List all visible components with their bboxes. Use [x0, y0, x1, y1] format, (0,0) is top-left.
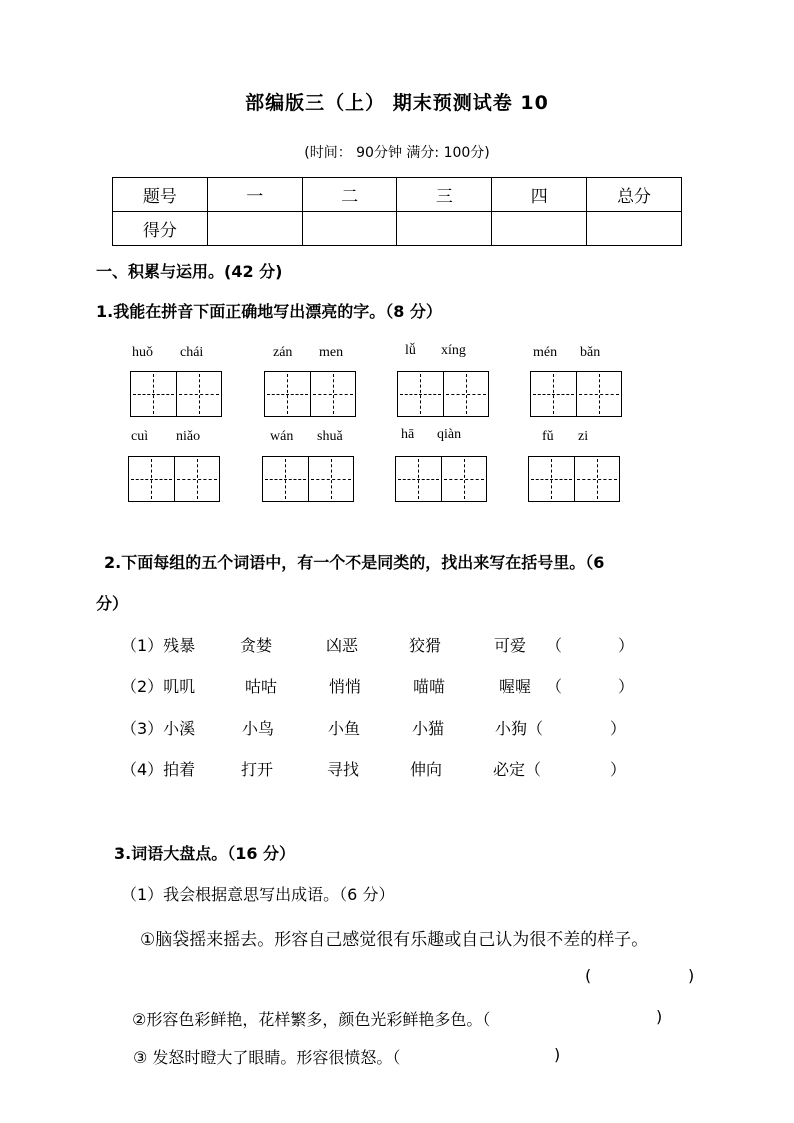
word: 小鱼	[328, 719, 361, 738]
pinyin: xíng	[441, 343, 466, 358]
pinyin: chái	[180, 345, 204, 360]
answer-paren-close: )	[656, 1007, 663, 1026]
header-cell: 二	[302, 178, 397, 212]
word: 小鸟	[242, 719, 275, 738]
word: 可爱	[494, 636, 527, 655]
header-cell: 四	[492, 178, 587, 212]
word: 喵喵	[413, 677, 446, 696]
score-table-header-row	[113, 178, 682, 212]
tianzige-box[interactable]	[128, 456, 220, 502]
word: （2）叽叽	[121, 677, 196, 696]
definition-item[interactable]: ③ 发怒时瞪大了眼睛。形容很愤怒。（	[133, 1048, 401, 1067]
tianzige-box[interactable]	[262, 456, 354, 502]
pinyin: shuǎ	[317, 429, 343, 444]
tianzige-box[interactable]	[528, 456, 620, 502]
exam-info: (时间： 90分钟 满分: 100分)	[304, 145, 490, 161]
sub-question-heading: （1）我会根据意思写出成语。（6 分）	[121, 885, 395, 904]
answer-paren-open[interactable]: (	[585, 966, 592, 985]
definition-item: ①脑袋摇来摇去。形容自己感觉很有乐趣或自己认为很不差的样子。	[140, 930, 649, 950]
tianzige-box[interactable]	[264, 371, 356, 417]
word: 寻找	[327, 760, 360, 779]
question-3-heading: 3.词语大盘点。（16 分）	[114, 844, 296, 863]
word: （3）小溪	[121, 719, 196, 738]
score-table	[112, 177, 682, 246]
question-2-heading: 2.下面每组的五个词语中，有一个不是同类的，找出来写在括号里。（6	[104, 553, 605, 572]
answer-paren-close: )	[554, 1045, 561, 1064]
word: 小猫	[412, 719, 445, 738]
word: 打开	[241, 760, 274, 779]
section-heading: 一、积累与运用。(42 分)	[96, 262, 283, 281]
pinyin: wán	[270, 429, 294, 444]
score-cell[interactable]	[587, 212, 682, 246]
answer-paren-close: ）	[610, 719, 627, 738]
word: 狡猾	[409, 636, 442, 655]
pinyin: mén	[533, 345, 558, 360]
word: 凶恶	[326, 636, 359, 655]
question-2-heading-cont: 分）	[96, 594, 129, 613]
tianzige-box[interactable]	[530, 371, 622, 417]
answer-paren-close: ）	[610, 760, 627, 779]
tianzige-box[interactable]	[130, 371, 222, 417]
pinyin: bǎn	[580, 345, 601, 360]
pinyin: men	[319, 345, 344, 360]
pinyin: lǚ	[405, 343, 416, 358]
pinyin: huǒ	[132, 345, 153, 360]
pinyin: qiàn	[437, 427, 462, 442]
header-cell: 题号	[113, 178, 208, 212]
tianzige-box[interactable]	[397, 371, 489, 417]
header-cell: 一	[207, 178, 302, 212]
word: （1）残暴	[121, 636, 196, 655]
word: （4）拍着	[121, 760, 196, 779]
pinyin: zán	[273, 345, 293, 360]
pinyin: zi	[578, 429, 589, 444]
score-table-score-row	[113, 212, 682, 246]
tianzige-box[interactable]	[395, 456, 487, 502]
pinyin: hā	[401, 427, 415, 442]
answer-paren-close: ）	[618, 677, 635, 696]
header-cell: 三	[397, 178, 492, 212]
score-cell[interactable]	[302, 212, 397, 246]
page-title: 部编版三（上） 期末预测试卷 10	[245, 92, 549, 114]
word: 咕咕	[245, 677, 278, 696]
pinyin: fǔ	[542, 429, 554, 444]
word: 喔喔	[499, 677, 532, 696]
definition-item[interactable]: ②形容色彩鲜艳，花样繁多，颜色光彩鲜艳多色。（	[132, 1010, 491, 1029]
question-1-heading: 1.我能在拼音下面正确地写出漂亮的字。（8 分）	[96, 302, 442, 321]
header-cell: 总分	[587, 178, 682, 212]
word: 贪婪	[240, 636, 273, 655]
answer-paren-open[interactable]: （	[546, 677, 563, 696]
word[interactable]: 必定（	[493, 760, 542, 779]
score-cell[interactable]	[397, 212, 492, 246]
answer-paren-close: ）	[618, 636, 635, 655]
pinyin: cuì	[131, 429, 149, 444]
score-label-cell: 得分	[113, 212, 208, 246]
answer-paren-close: )	[688, 966, 695, 985]
word: 悄悄	[329, 677, 362, 696]
score-cell[interactable]	[207, 212, 302, 246]
word: 伸向	[410, 760, 443, 779]
score-cell[interactable]	[492, 212, 587, 246]
word[interactable]: 小狗（	[495, 719, 544, 738]
pinyin: niǎo	[176, 429, 201, 444]
answer-paren-open[interactable]: （	[546, 636, 563, 655]
